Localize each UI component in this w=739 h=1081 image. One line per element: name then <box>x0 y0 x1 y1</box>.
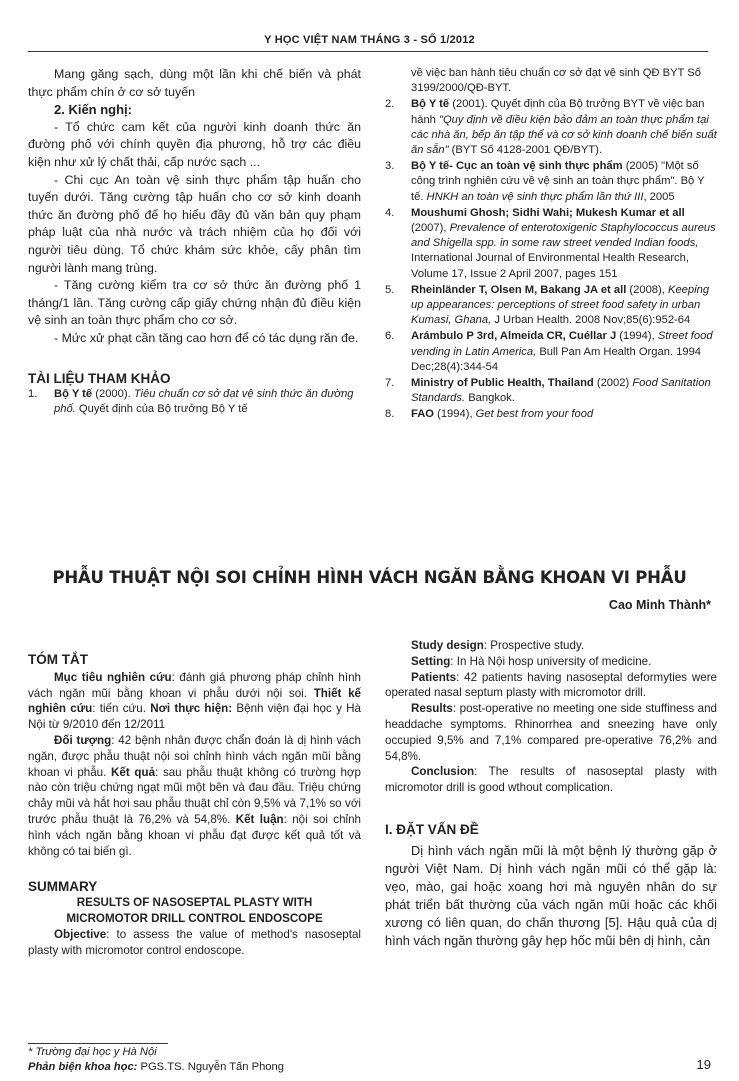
reference-text: (2001). Quyết định của Bộ trưởng BYT về việc ban hành <box>411 98 705 126</box>
label-setting: Setting <box>411 654 451 668</box>
text-muc-tieu: : đánh giá phương pháp chỉnh hình vách ngăn mũi bằng khoan vi phẫu dưới nội soi. <box>28 670 361 700</box>
summary-title: RESULTS OF NASOSEPTAL PLASTY WITH MICROMOTOR DRILL CONTROL ENDOSCOPE <box>66 896 323 925</box>
reference-text: (2002) <box>593 377 633 390</box>
reference-rest: , 2005 <box>643 190 675 203</box>
reference-author: Bộ Y tế <box>54 388 93 401</box>
references-heading: TÀI LIỆU THAM KHẢO <box>28 370 171 386</box>
label-muc-tieu: Mục tiêu nghiên cứu <box>54 670 172 684</box>
reference-number: 8. <box>385 408 395 421</box>
label-ket-luan: Kết luận <box>235 812 284 826</box>
paragraph: - Tăng cường kiểm tra cơ sở thức ăn đường phố 1 tháng/1 lần. Tăng cường cấp giấy chứng nhận đủ điều kiện vệ sinh an toàn thực phẩm cho cơ sở. <box>28 278 361 328</box>
summary-paragraph <box>28 927 361 959</box>
label-noi: Nơi thực hiện: <box>150 702 233 716</box>
reference-rest: Bull Pan Am Health Organ. 1994 Dec;28(4):344-54 <box>411 345 702 373</box>
reference-item <box>28 387 361 417</box>
reference-author: Rheinländer T, Olsen M, Bakang JA et all <box>411 283 627 296</box>
text-noi: Bệnh viện đại học y Hà Nội từ 9/2010 đến 12/2011 <box>28 702 361 732</box>
reference-author: Moushumi Ghosh; Sidhi Wahi; Mukesh Kumar et all <box>411 206 685 219</box>
summary-paragraph <box>385 764 717 796</box>
footnote-reviewer <box>28 1060 284 1075</box>
text-ket-qua: : sau phẫu thuật không có trường hợp nào còn triệu chứng ngạt mũi một bên và đau đầu. Triệu chứng chảy mũi và hắt hơi sau phẫu thuật chỉ còn 9,5% và 7,1% so với trước phẫu thuật là 76,2% và 54,8%. <box>28 765 362 826</box>
reference-title: "Quy định về điều kiện bảo đảm an toàn thực phẩm tại các nhà ăn, bếp ăn tập thể và cơ sở kinh doanh chế biến suất ăn sẵn" <box>411 113 717 157</box>
text-patients: : 42 patients having nasoseptal deformyties were operated nasal septum plasty with micromotor drill. <box>385 670 717 700</box>
reference-rest: J Urban Health. 2008 Nov;85(6):952-64 <box>491 314 691 327</box>
abstract-heading: TÓM TẮT <box>28 652 88 667</box>
reference-item <box>385 159 717 205</box>
reference-text: (2008), <box>626 283 668 296</box>
reviewer-name: PGS.TS. Nguyễn Tấn Phong <box>137 1061 284 1073</box>
reviewer-label: Phản biện khoa học: <box>28 1061 138 1073</box>
text-conclusion: : The results of nasoseptal plasty with micromotor drill is good wthout complication. <box>385 765 717 795</box>
intro-heading: I. ĐẶT VẤN ĐỀ <box>385 821 479 837</box>
reference-number: 2. <box>385 98 395 111</box>
summary-paragraph <box>385 701 717 764</box>
reference-number: 1. <box>28 388 38 401</box>
reference-author: Arámbulo P 3rd, Almeida CR, Cuéllar J <box>411 330 617 343</box>
left-top-column <box>28 66 361 419</box>
header-rule <box>28 51 708 52</box>
abstract-paragraph <box>28 670 361 733</box>
reference-text: (2005) "Một số công trình nghiên cứu về vệ sinh an toàn thực phẩm". Bộ Y tế. <box>411 160 705 203</box>
reference-text: (1994), <box>616 330 658 343</box>
article-title: PHẪU THUẬT NỘI SOI CHỈNH HÌNH VÁCH NGĂN BẰNG KHOAN VI PHẪU <box>52 568 687 587</box>
reference-title: Street food vending in Latin America, <box>411 330 713 358</box>
reference-number: 5. <box>385 283 395 296</box>
reference-title: Prevalence of enterotoxigenic Staphylococcus aureus and Shigella spp. in some raw street vended Indian foods, <box>411 222 716 250</box>
reference-item <box>385 97 717 158</box>
reference-rest: Bangkok. <box>465 392 515 405</box>
summary-paragraph <box>385 654 717 670</box>
label-thiet-ke: Thiết kế nghiên cứu <box>28 686 362 716</box>
abstract-right-column <box>385 638 717 950</box>
abstract-left-column <box>28 652 361 958</box>
intro-paragraph: Dị hình vách ngăn mũi là một bệnh lý thường gặp ở người Việt Nam. Dị hình vách ngăn mũi có thể gặp là: vẹo, mào, gai hoặc xoang hơi mà nguyên nhân do sự phát triển bất thường của vách ngăn mũi hoặc các khối xương có liên quan, do chấn thương [5]. Hậu quả của dị hình vách ngăn thường gây hẹp hốc mũi bên dị hình, cản <box>385 842 717 948</box>
label-patients: Patients <box>411 670 457 684</box>
reference-rest: Quyết định của Bộ trưởng Bộ Y tế <box>75 403 248 416</box>
text-doi-tuong: : 42 bệnh nhân được chẩn đoán là dị hình vách ngăn, được phẫu thuật nội soi chỉnh hình vách ngăn mũi bằng khoan vi phẫu. <box>28 733 361 779</box>
text-results: : post-operative no meeting one side stuffiness and headdache symptoms. Rhinorrhea and sneezing have only occupied 9,5% and 7,1% compared pre-operative 76,2% and 54,8%. <box>385 702 717 763</box>
paragraph: - Mức xử phạt cần tăng cao hơn để có tác dụng răn đe. <box>54 330 359 345</box>
reference-number: 7. <box>385 377 395 390</box>
paragraph: - Tổ chức cam kết của người kinh doanh thức ăn đường phố với chính quyền địa phương, hỗ trợ các điều kiện như xử lý chất thải, cấp nước sạch ... <box>28 119 361 169</box>
reference-text: (2007), <box>411 222 450 235</box>
reference-author: Bộ Y tế- Cục an toàn vệ sinh thực phẩm <box>411 160 623 173</box>
summary-paragraph <box>385 670 717 702</box>
reference-title: Keeping up appearances: perceptions of street food safety in urban Kumasi, Ghana, <box>411 283 710 327</box>
summary-heading: SUMMARY <box>28 879 98 895</box>
page-number: 19 <box>696 1057 711 1072</box>
abstract-paragraph <box>28 733 361 859</box>
label-results: Results <box>411 702 453 716</box>
text-design: : Prospective study. <box>483 639 585 652</box>
reference-item <box>385 407 717 422</box>
text-thiet-ke: : tiến cứu. <box>92 702 151 716</box>
reference-number: 6. <box>385 330 395 343</box>
text-setting: : In Hà Nội hosp university of medicine. <box>450 654 652 668</box>
footnote-rule <box>28 1043 168 1044</box>
article-author: Cao Minh Thành* <box>608 598 711 612</box>
reference-list <box>28 387 361 417</box>
label-ket-qua: Kết quả <box>111 765 156 779</box>
label-conclusion: Conclusion <box>411 765 475 779</box>
reference-item <box>385 283 717 329</box>
summary-paragraph <box>385 638 717 654</box>
text-ket-luan: : nội soi chỉnh hình vách ngăn bằng khoan vi phẫu đạt được kết quả tốt và không có tai biến gì. <box>28 812 361 858</box>
footnote <box>28 1045 284 1075</box>
reference-year: (2000). <box>92 388 134 401</box>
text-objective: : to assess the value of method's nasoseptal plasty with micromotor control endoscope. <box>28 927 361 957</box>
reference-author: Bộ Y tế <box>411 98 450 111</box>
reference-title: Get best from your food <box>475 408 594 421</box>
reference-title: Tiêu chuẩn cơ sở đạt vệ sinh thức ăn đường phố. <box>54 388 354 416</box>
reference-text: (1994), <box>434 408 476 421</box>
paragraph: - Chi cục An toàn vệ sinh thực phẩm tập huấn cho tuyến dưới. Tăng cường tập huấn cho cơ sở kinh doanh thức ăn đường phố để họ hiểu đầy đủ văn bản quy phạm pháp luật của nhà nước và trách nhiệm của họ đối với người tiêu dùng. Tổ chức khám sức khỏe, cấy phân tìm người lành mang trùng. <box>28 172 361 275</box>
reference-rest: (BYT Số 4128-2001 QĐ/BYT). <box>448 144 602 157</box>
reference-item <box>385 329 717 375</box>
reference-item <box>385 376 717 406</box>
label-objective: Objective <box>54 927 107 941</box>
section-heading: 2. Kiến nghị: <box>54 102 132 118</box>
reference-text <box>54 387 361 417</box>
label-doi-tuong: Đối tượng <box>54 733 112 747</box>
paragraph: Mang găng sạch, dùng một lần khi chế biến và phát thực phẩm chín ở cơ sở tuyến <box>28 67 361 99</box>
label-design: Study design <box>411 639 484 652</box>
reference-rest: International Journal of Environmental Health Research, Volume 17, Issue 2 April 2007, pages 151 <box>411 252 689 280</box>
reference-number: 3. <box>385 160 395 173</box>
reference-item <box>385 206 717 282</box>
reference-title: HNKH an toàn vệ sinh thực phẩm lần thứ III <box>426 190 644 203</box>
right-reference-list <box>385 66 717 424</box>
footnote-affiliation: * Trường đại học y Hà Nội <box>28 1046 157 1058</box>
reference-title: Food Sanitation Standards. <box>411 377 711 405</box>
reference-item <box>385 66 717 96</box>
running-header: Y HỌC VIỆT NAM THÁNG 3 - SỐ 1/2012 <box>264 34 475 46</box>
reference-author: Ministry of Public Health, Thailand <box>411 377 594 390</box>
reference-author: FAO <box>411 408 434 421</box>
reference-continued: về việc ban hành tiêu chuẩn cơ sở đạt vệ sinh QĐ BYT Số 3199/2000/QĐ-BYT. <box>411 67 701 95</box>
reference-number: 4. <box>385 206 395 219</box>
